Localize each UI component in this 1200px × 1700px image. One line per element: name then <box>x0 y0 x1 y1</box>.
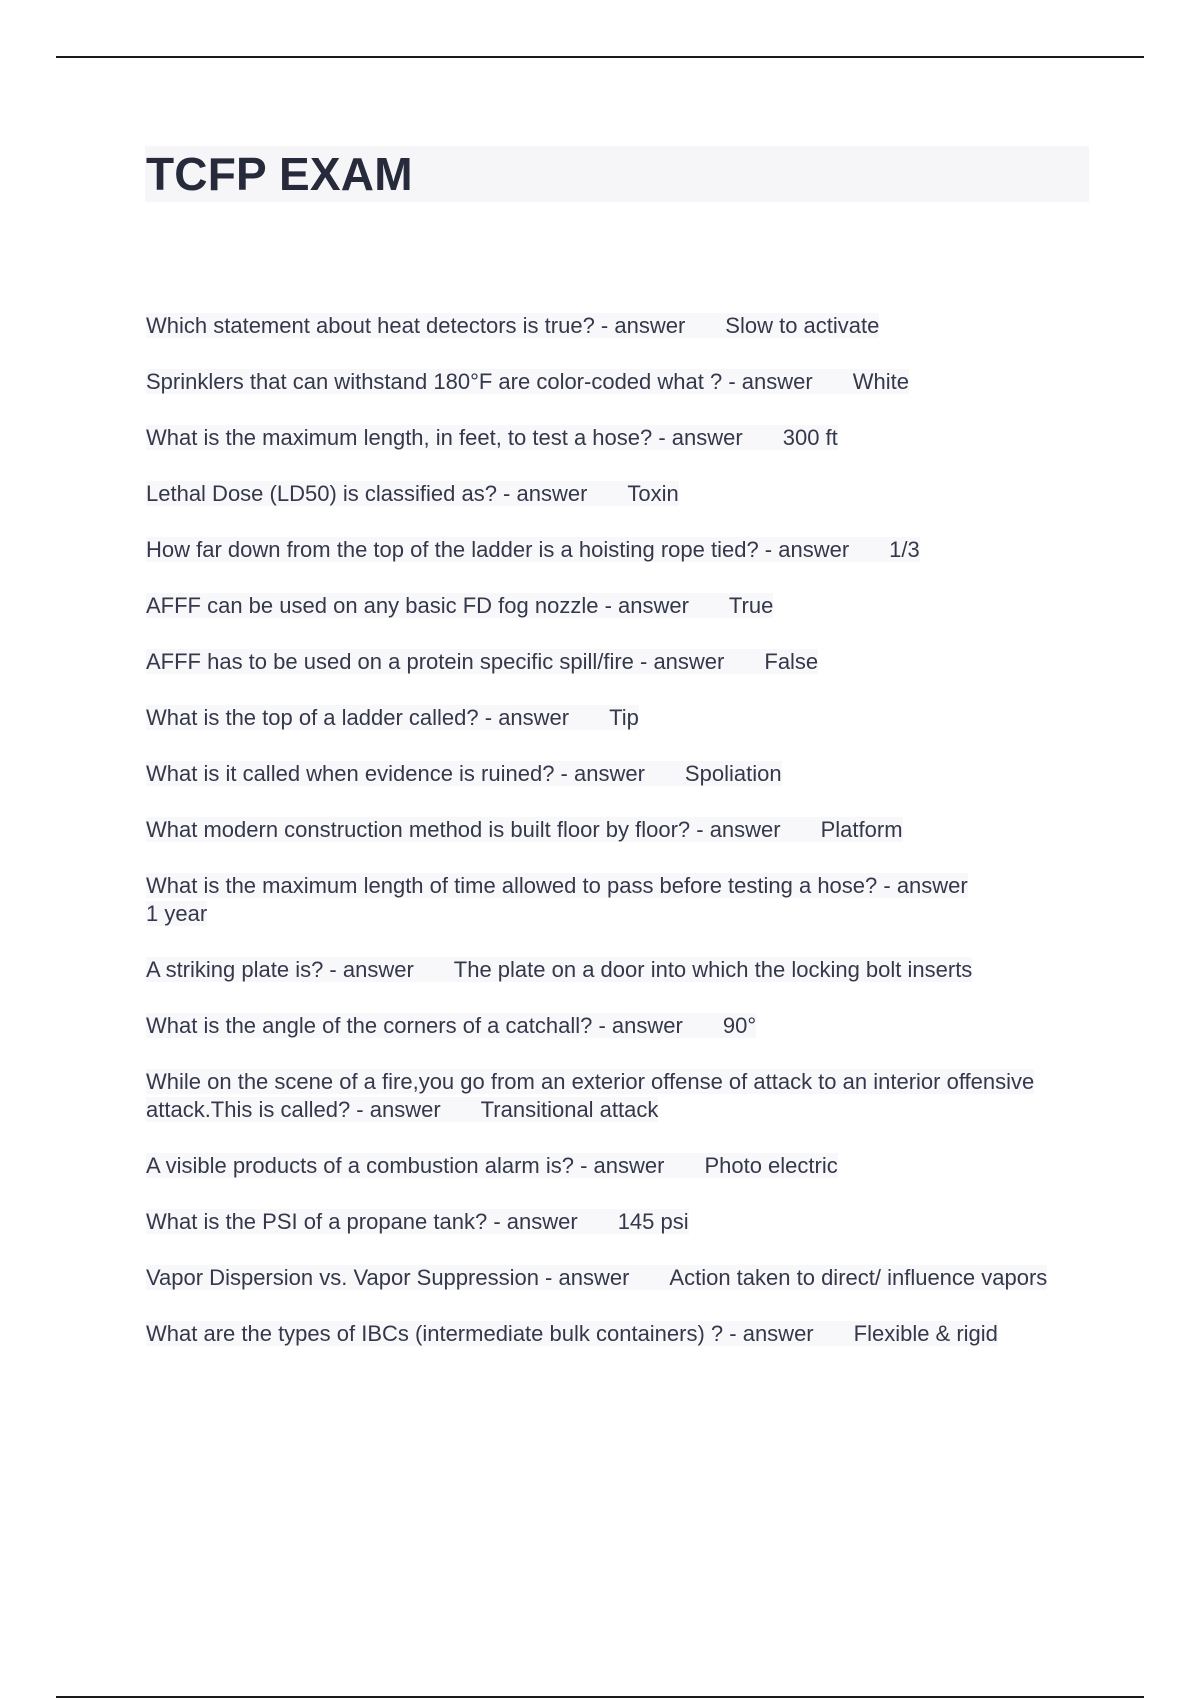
qa-answer: The plate on a door into which the locking bolt inserts <box>414 957 973 982</box>
qa-item <box>146 1320 1086 1348</box>
qa-item <box>146 648 1086 676</box>
page-title: TCFP EXAM <box>146 148 413 200</box>
qa-question: A striking plate is? - answer <box>146 957 414 982</box>
qa-question: What is the maximum length of time allowed to pass before testing a hose? - answer <box>146 873 968 898</box>
qa-answer: Tip <box>569 705 639 730</box>
qa-item <box>146 704 1086 732</box>
qa-answer: Action taken to direct/ influence vapors <box>629 1265 1047 1290</box>
qa-answer: 1 year <box>146 901 208 926</box>
qa-answer: Spoliation <box>645 761 782 786</box>
qa-item <box>146 872 1086 928</box>
qa-question: AFFF has to be used on a protein specific spill/fire - answer <box>146 649 725 674</box>
qa-item <box>146 816 1086 844</box>
qa-question: What is the angle of the corners of a catchall? - answer <box>146 1013 683 1038</box>
qa-question: What is the top of a ladder called? - answer <box>146 705 570 730</box>
qa-item <box>146 1208 1086 1236</box>
qa-item <box>146 1068 1086 1124</box>
qa-item <box>146 536 1086 564</box>
qa-answer: Toxin <box>587 481 678 506</box>
qa-question: Lethal Dose (LD50) is classified as? - answer <box>146 481 588 506</box>
qa-item <box>146 1152 1086 1180</box>
qa-answer: Slow to activate <box>685 313 879 338</box>
qa-question: How far down from the top of the ladder is a hoisting rope tied? - answer <box>146 537 850 562</box>
qa-item <box>146 760 1086 788</box>
qa-item <box>146 1264 1086 1292</box>
qa-question: A visible products of a combustion alarm is? - answer <box>146 1153 665 1178</box>
qa-question: AFFF can be used on any basic FD fog nozzle - answer <box>146 593 689 618</box>
qa-answer: 1/3 <box>849 537 920 562</box>
qa-question: What is the maximum length, in feet, to test a hose? - answer <box>146 425 743 450</box>
qa-answer: Photo electric <box>664 1153 837 1178</box>
qa-question: Sprinklers that can withstand 180°F are color-coded what ? - answer <box>146 369 813 394</box>
qa-question: What modern construction method is built floor by floor? - answer <box>146 817 781 842</box>
qa-answer: 300 ft <box>743 425 838 450</box>
top-rule <box>56 56 1144 58</box>
qa-question: Which statement about heat detectors is true? - answer <box>146 313 686 338</box>
qa-answer: Platform <box>781 817 903 842</box>
qa-item <box>146 1012 1086 1040</box>
qa-question: Vapor Dispersion vs. Vapor Suppression - answer <box>146 1265 630 1290</box>
qa-answer: True <box>689 593 773 618</box>
qa-answer: 145 psi <box>578 1209 689 1234</box>
qa-item <box>146 312 1086 340</box>
qa-question: What is it called when evidence is ruined? - answer <box>146 761 645 786</box>
qa-answer: White <box>813 369 909 394</box>
qa-item <box>146 368 1086 396</box>
qa-question: While on the scene of a fire,you go from an exterior offense of attack to an interior offensive attack.This is called? - answer <box>146 1069 1035 1122</box>
qa-list <box>146 312 1086 1376</box>
qa-answer: False <box>724 649 818 674</box>
qa-answer: Flexible & rigid <box>814 1321 998 1346</box>
qa-answer: 90° <box>683 1013 756 1038</box>
qa-item <box>146 424 1086 452</box>
qa-item <box>146 592 1086 620</box>
qa-item <box>146 480 1086 508</box>
qa-question: What are the types of IBCs (intermediate bulk containers) ? - answer <box>146 1321 814 1346</box>
bottom-rule <box>56 1696 1144 1698</box>
qa-item <box>146 956 1086 984</box>
qa-answer: Transitional attack <box>441 1097 659 1122</box>
qa-question: What is the PSI of a propane tank? - answer <box>146 1209 578 1234</box>
